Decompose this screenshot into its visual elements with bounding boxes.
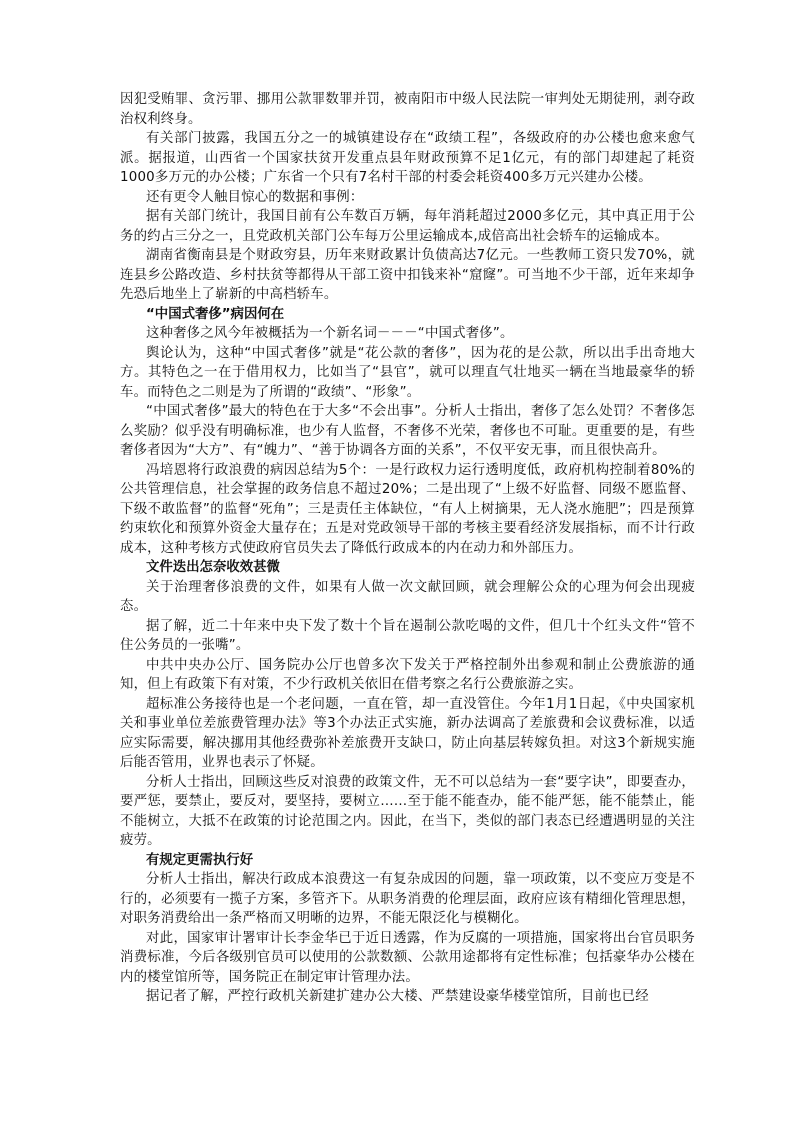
paragraph: 分析人士指出，回顾这些反对浪费的政策文件，无不可以总结为一套“要字诀”，即要查办，要严惩，要禁止，要反对，要坚持，要树立……至于能不能查办，能不能严惩，能不能禁止，能不能树立，大抵不在政策的讨论范围之内。因此，在当下，类似的部门表态已经遭遇明显的关注疲劳。 [120, 774, 695, 848]
paragraph: 舆论认为，这种“中国式奢侈”就是“花公款的奢侈”，因为花的是公款，所以出手出奇地大方。其特色之一在于借用权力，比如当了“县官”，就可以理直气壮地买一辆在当地最豪华的轿车。而特色之二则是为了所谓的“政绩”、“形象”。 [120, 345, 695, 400]
paragraph: 有关部门披露，我国五分之一的城镇建设存在“政绩工程”，各级政府的办公楼也愈来愈气派。据报道，山西省一个国家扶贫开发重点县年财政预算不足1亿元，有的部门却建起了耗资1000多万元的办公楼；广东省一个只有7名村干部的村委会耗资400多万元兴建办公楼。 [120, 131, 695, 185]
paragraph: 据记者了解，严控行政机关新建扩建办公大楼、严禁建设豪华楼堂馆所，目前也已经 [146, 989, 649, 1004]
section-heading: “中国式奢侈”病因何在 [146, 306, 285, 322]
paragraph: 分析人士指出，解决行政成本浪费这一有复杂成因的问题，靠一项政策，以不变应万变是不行的，必须要有一揽子方案，多管齐下。从职务消费的伦理层面，政府应该有精细化管理思想，对职务消费给出一条严格而又明晰的边界，不能无限泛化与模糊化。 [120, 872, 695, 926]
paragraph: 这种奢侈之风今年被概括为一个新名词－－－“中国式奢侈”。 [146, 326, 514, 341]
paragraph: 关于治理奢侈浪费的文件，如果有人做一次文献回顾，就会理解公众的心理为何会出现疲态。 [120, 579, 695, 614]
paragraph: 因犯受贿罪、贪污罪、挪用公款罪数罪并罚，被南阳市中级人民法院一审判处无期徒刑，剥夺政治权利终身。 [120, 92, 695, 127]
paragraph: 超标准公务接待也是一个老问题，一直在管，却一直没管住。今年1月1日起，《中央国家机关和事业单位差旅费管理办法》等3个办法正式实施，新办法调高了差旅费和会议费标准，以适应实际需要，解决挪用其他经费弥补差旅费开支缺口，防止向基层转嫁负担。对这3个新规实施后能否管用，业界也表示了怀疑。 [120, 696, 695, 770]
paragraph: 中共中央办公厅、国务院办公厅也曾多次下发关于严格控制外出参观和制止公费旅游的通知，但上有政策下有对策，不少行政机关依旧在借考察之名行公费旅游之实。 [120, 657, 695, 692]
paragraph: “中国式奢侈”最大的特色在于大多“不会出事”。分析人士指出，奢侈了怎么处罚？不奢侈怎么奖励？似乎没有明确标准，也少有人监督，不奢侈不光荣，奢侈也不可耻。更重要的是，有些奢侈者因为“大方”、有“魄力”、“善于协调各方面的关系”，不仅平安无事，而且很快高升。 [120, 404, 695, 458]
paragraph: 对此，国家审计署审计长李金华已于近日透露，作为反腐的一项措施，国家将出台官员职务消费标准，今后各级别官员可以使用的公款数额、公款用途都将有定性标准；包括豪华办公楼在内的楼堂馆所等，国务院正在制定审计管理办法。 [120, 930, 695, 985]
paragraph: 还有更令人触目惊心的数据和事例： [146, 189, 364, 205]
paragraph: 湖南省衡南县是个财政穷县，历年来财政累计负债高达7亿元。一些教师工资只发70%，就连县乡公路改造、乡村扶贫等都得从干部工资中扣钱来补“窟窿”。可当地不少干部，近年来却争先恐后地坐上了崭新的中高档轿车。 [120, 248, 695, 302]
paragraph: 据了解，近二十年来中央下发了数十个旨在遏制公款吃喝的文件，但几十个红头文件“管不住公务员的一张嘴”。 [120, 618, 695, 653]
section-heading: 文件迭出怎奈收效甚微 [146, 560, 280, 575]
section-heading: 有规定更需执行好 [146, 852, 254, 868]
paragraph: 冯培恩将行政浪费的病因总结为5个：一是行政权力运行透明度低，政府机构控制着80%的公共管理信息，社会掌握的政务信息不超过20%；二是出现了“上级不好监督、同级不愿监督、下级不敢监督”的监督“死角”；三是责任主体缺位，“有人上树摘果，无人浇水施肥”；四是预算约束软化和预算外资金大量存在；五是对党政领导干部的考核主要看经济发展指标，而不计行政成本，这种考核方式使政府官员失去了降低行政成本的内在动力和外部压力。 [120, 462, 695, 556]
document-page [120, 90, 695, 1007]
paragraph: 据有关部门统计，我国目前有公车数百万辆，每年消耗超过2000多亿元，其中真正用于公务的约占三分之一，且党政机关部门公车每万公里运输成本,成倍高出社会轿车的运输成本。 [120, 209, 695, 244]
